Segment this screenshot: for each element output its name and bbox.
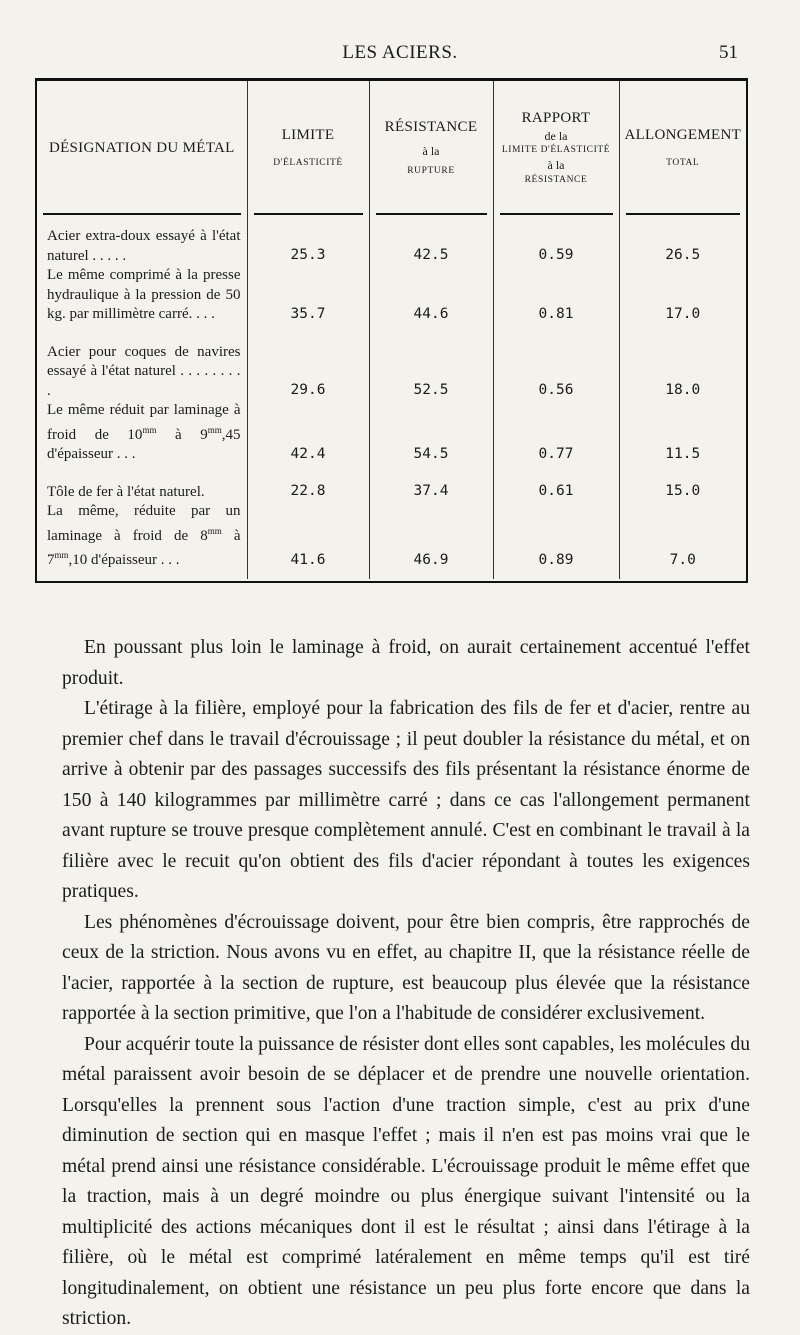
header-resistance-line3: RUPTURE bbox=[407, 165, 455, 176]
cell-designation: Tôle de fer à l'état naturel. bbox=[47, 483, 205, 500]
unit-mm-superscript: mm bbox=[54, 550, 69, 560]
cell-allongement: 26.5 bbox=[619, 215, 746, 266]
paragraph: En poussant plus loin le laminage à froid, on aurait certainement accentué l'effet produit. bbox=[62, 637, 750, 689]
cell-rapport: 0.61 bbox=[493, 465, 619, 503]
cell-resistance: 46.9 bbox=[369, 502, 493, 579]
cell-allongement: 15.0 bbox=[619, 465, 746, 503]
running-title: LES ACIERS. bbox=[342, 42, 458, 63]
cell-designation: Acier pour coques de navires essayé à l'état naturel . . . . . . . . . bbox=[47, 343, 241, 399]
cell-allongement: 18.0 bbox=[619, 325, 746, 402]
header-limite-line2: D'ÉLASTICITÉ bbox=[273, 157, 343, 168]
cell-limite: 41.6 bbox=[247, 502, 369, 579]
unit-mm-superscript: mm bbox=[207, 424, 222, 435]
cell-allongement: 17.0 bbox=[619, 266, 746, 325]
cell-limite: 42.4 bbox=[247, 401, 369, 465]
table-row bbox=[37, 215, 746, 266]
header-resistance-line1: RÉSISTANCE bbox=[384, 118, 478, 135]
cell-limite: 29.6 bbox=[247, 325, 369, 402]
header-rapport-line5: RÉSISTANCE bbox=[524, 174, 588, 185]
designation-text-c: ,10 d'épaisseur . . . bbox=[68, 552, 180, 568]
header-rapport-line2: de la bbox=[544, 128, 568, 143]
cell-rapport: 0.59 bbox=[493, 215, 619, 266]
cell-limite: 22.8 bbox=[247, 465, 369, 503]
cell-resistance: 44.6 bbox=[369, 266, 493, 325]
header-rapport bbox=[493, 81, 619, 215]
page-number: 51 bbox=[719, 42, 738, 63]
cell-limite: 25.3 bbox=[247, 215, 369, 266]
table-row bbox=[37, 266, 746, 325]
header-resistance bbox=[369, 81, 493, 215]
header-limite-line1: LIMITE bbox=[281, 126, 335, 143]
cell-resistance: 54.5 bbox=[369, 401, 493, 465]
header-rapport-line1: RAPPORT bbox=[521, 110, 591, 127]
cell-designation bbox=[37, 401, 247, 465]
cell-resistance: 37.4 bbox=[369, 465, 493, 503]
table-header-row bbox=[37, 81, 746, 215]
cell-limite: 35.7 bbox=[247, 266, 369, 325]
page-header bbox=[0, 42, 800, 72]
header-limite bbox=[247, 81, 369, 215]
cell-rapport: 0.77 bbox=[493, 401, 619, 465]
cell-rapport: 0.56 bbox=[493, 325, 619, 402]
paragraph: Les phénomènes d'écrouissage doivent, pour être bien compris, être rapprochés de ceux de la striction. Nous avons vu en effet, au chapitre II, que la résistance réelle de l'acier, rapportée à la section de rupture, est beaucoup plus élevée que la résistance rapportée à la section primitive, que l'on a l'habitude de considérer exclusivement. bbox=[62, 911, 750, 1024]
header-designation-text: DÉSIGNATION DU MÉTAL bbox=[48, 139, 235, 156]
cell-rapport: 0.89 bbox=[493, 502, 619, 579]
designation-text-b: à 9 bbox=[156, 426, 208, 443]
table-row bbox=[37, 325, 746, 402]
unit-mm-superscript: mm bbox=[142, 424, 157, 435]
header-resistance-line2: à la bbox=[422, 143, 440, 158]
cell-resistance: 52.5 bbox=[369, 325, 493, 402]
table-row bbox=[37, 502, 746, 579]
header-rapport-line4: à la bbox=[547, 158, 565, 173]
cell-allongement: 7.0 bbox=[619, 502, 746, 579]
data-table bbox=[35, 78, 748, 583]
paragraph: Pour acquérir toute la puissance de résister dont elles sont capables, les molécules du métal paraissent avoir besoin de se déplacer et de prendre une nouvelle orientation. Lorsqu'elles la prennent sous l'action d'une traction simple, c'est au prix d'une diminution de section qui en masque l'effet ; mais il n'en est pas moins vrai que le métal prend ainsi une résistance considérable. L'écrouissage produit le même effet que la traction, mais à un degré moindre ou plus énergique suivant l'intensité ou la multiplicité des actions mécaniques dont il est le résultat ; ainsi dans l'étirage à la filière, où le métal est comprimé latéralement en même temps qu'il est tiré longitudinalement, on obtient une résistance un peu plus forte encore que dans la striction. bbox=[62, 1033, 750, 1329]
cell-designation: Acier extra-doux essayé à l'état naturel . . . . . bbox=[47, 228, 241, 264]
body-text bbox=[62, 633, 750, 1335]
header-rapport-line3: LIMITE D'ÉLASTICITÉ bbox=[501, 145, 611, 156]
header-allongement-line1: ALLONGEMENT bbox=[624, 126, 742, 143]
cell-resistance: 42.5 bbox=[369, 215, 493, 266]
header-allongement-line2: TOTAL bbox=[666, 157, 700, 168]
paragraph: L'étirage à la filière, employé pour la fabrication des fils de fer et d'acier, rentre au premier chef dans le travail d'écrouissage ; il peut doubler la résistance du métal, et on arrive à obtenir par des passages successifs des fils présentant la résistance énorme de 150 à 140 kilogrammes par millimètre carré ; dans ce cas l'allongement permanent avant rupture se trouve presque complètement annulé. C'est en combinant le travail à la filière avec le recuit qu'on obtient des fils d'acier répondant à toutes les exigences pratiques. bbox=[62, 698, 750, 902]
designation-text-c: ,45 d'épaisseur . . . bbox=[47, 426, 241, 462]
cell-designation bbox=[37, 502, 247, 579]
cell-allongement: 11.5 bbox=[619, 401, 746, 465]
unit-mm-superscript: mm bbox=[207, 525, 222, 536]
table-row bbox=[37, 465, 746, 503]
cell-rapport: 0.81 bbox=[493, 266, 619, 325]
designation-text-a: Le même réduit par laminage à froid de 10 bbox=[47, 402, 241, 443]
designation-text-a: La même, réduite par un laminage à froid de 8 bbox=[47, 503, 241, 544]
designation-text-b: à 7 bbox=[47, 527, 241, 568]
header-designation bbox=[37, 81, 247, 215]
header-allongement bbox=[619, 81, 746, 215]
table-row bbox=[37, 401, 746, 465]
cell-designation: Le même comprimé à la presse hydraulique à la pression de 50 kg. par millimètre carré. . . . bbox=[47, 267, 241, 322]
